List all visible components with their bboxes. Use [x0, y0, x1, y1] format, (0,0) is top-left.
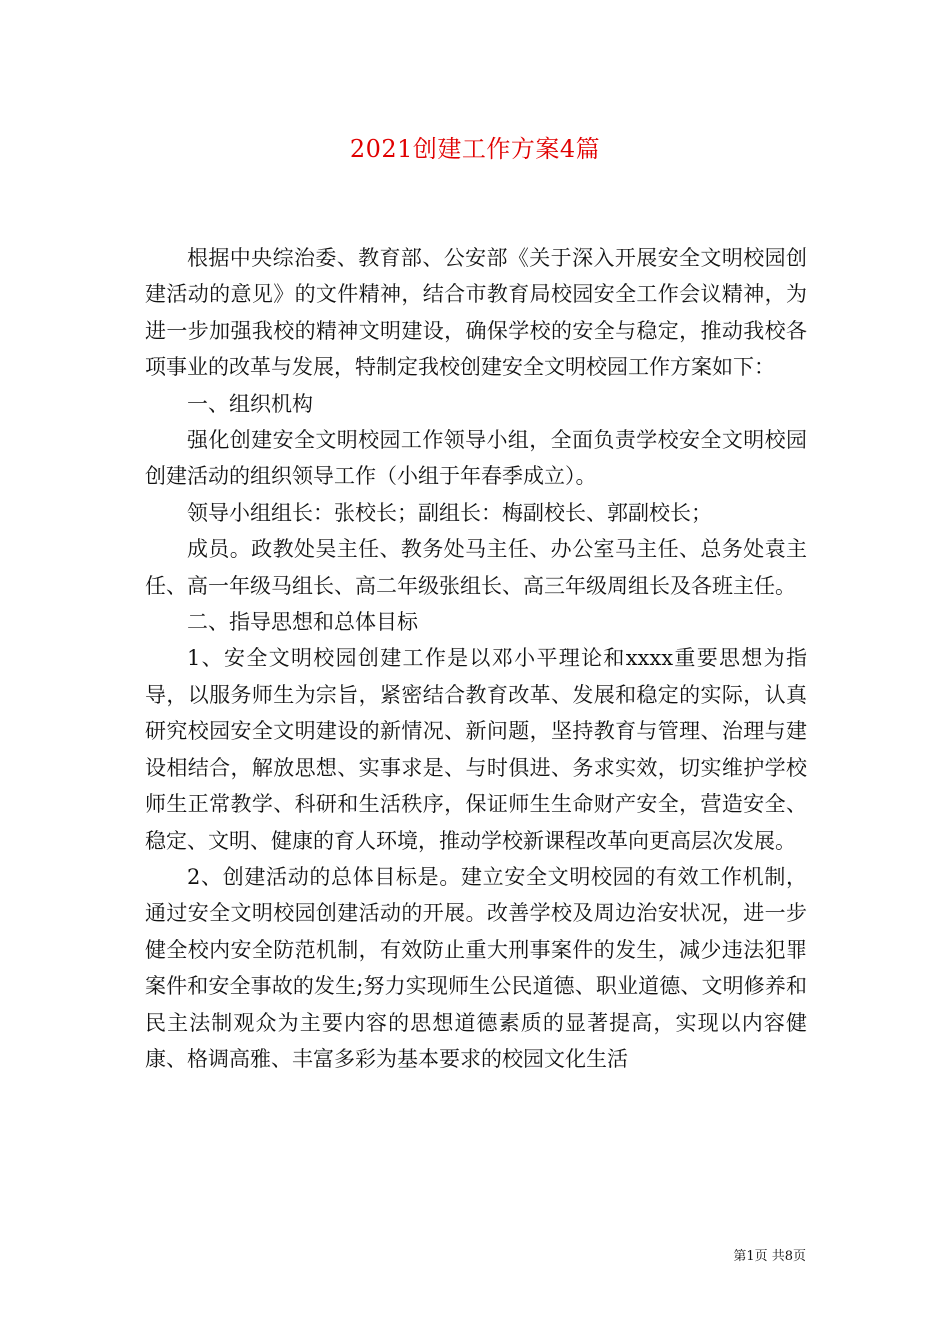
- page-number: 第1页 共8页: [733, 1249, 806, 1264]
- paragraph-organization: 强化创建安全文明校园工作领导小组，全面负责学校安全文明校园创建活动的组织领导工作（小组于年春季成立）。: [145, 428, 807, 489]
- section-heading-organization: 一、组织机构: [187, 391, 313, 416]
- paragraph-guiding-ideology: 1、安全文明校园创建工作是以邓小平理论和xxxx重要思想为指导，以服务师生为宗旨，紧密结合教育改革、发展和稳定的实际，认真研究校园安全文明建设的新情况、新问题，坚持教育与管理、治理与建设相结合，解放思想、实事求是、与时俱进、务求实效，切实维护学校师生正常教学、科研和生活秩序，保证师生生命财产安全，营造安全、稳定、文明、健康的育人环境，推动学校新课程改革向更高层次发展。: [145, 646, 807, 853]
- paragraph-intro: 根据中央综治委、教育部、公安部《关于深入开展安全文明校园创建活动的意见》的文件精神，结合市教育局校园安全工作会议精神，为进一步加强我校的精神文明建设，确保学校的安全与稳定，推动我校各项事业的改革与发展，特制定我校创建安全文明校园工作方案如下：: [145, 246, 807, 380]
- paragraph-members: 成员。政教处吴主任、教务处马主任、办公室马主任、总务处袁主任、高一年级马组长、高二年级张组长、高三年级周组长及各班主任。: [145, 537, 807, 598]
- document-title: 2021创建工作方案4篇: [349, 135, 601, 163]
- paragraph-overall-goal: 2、创建活动的总体目标是。建立安全文明校园的有效工作机制，通过安全文明校园创建活动的开展。改善学校及周边治安状况，进一步健全校内安全防范机制，有效防止重大刑事案件的发生，减少违法犯罪案件和安全事故的发生;努力实现师生公民道德、职业道德、文明修养和民主法制观众为主要内容的思想道德素质的显著提高，实现以内容健康、格调高雅、丰富多彩为基本要求的校园文化生活: [145, 864, 807, 1071]
- paragraph-leaders: 领导小组组长：张校长；副组长：梅副校长、郭副校长；: [187, 500, 712, 525]
- section-heading-guiding-ideology: 二、指导思想和总体目标: [187, 610, 418, 635]
- document-body: [145, 240, 807, 1077]
